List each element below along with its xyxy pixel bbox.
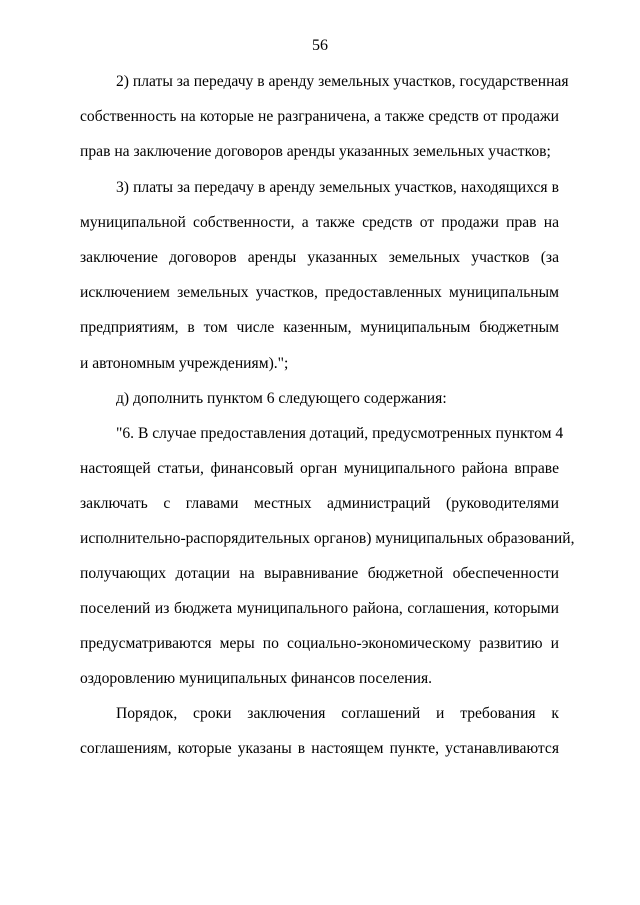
text-line: предприятиям, в том числе казенным, муниципальным бюджетным xyxy=(80,319,559,336)
page-number: 56 xyxy=(312,37,328,54)
text-line: поселений из бюджета муниципального района, соглашения, которыми xyxy=(80,600,559,617)
text-line: заключать с главами местных администраций (руководителями xyxy=(80,495,559,512)
text-line: и автономным учреждениям)."; xyxy=(80,355,289,372)
text-line: д) дополнить пунктом 6 следующего содержания: xyxy=(116,390,447,407)
text-line: собственность на которые не разграничена, а также средств от продажи xyxy=(80,108,559,125)
text-line: исполнительно-распорядительных органов) муниципальных образований, xyxy=(80,530,575,547)
text-line: 3) платы за передачу в аренду земельных участков, находящихся в xyxy=(116,179,559,196)
text-line: "6. В случае предоставления дотаций, предусмотренных пунктом 4 xyxy=(116,425,564,442)
text-line: исключением земельных участков, предоставленных муниципальным xyxy=(80,284,559,301)
text-line: Порядок, сроки заключения соглашений и требования к xyxy=(116,705,559,722)
text-line: оздоровлению муниципальных финансов поселения. xyxy=(80,670,433,687)
text-line: 2) платы за передачу в аренду земельных участков, государственная xyxy=(116,73,569,90)
text-line: настоящей статьи, финансовый орган муниципального района вправе xyxy=(80,460,559,477)
text-line: получающих дотации на выравнивание бюджетной обеспеченности xyxy=(80,565,559,582)
text-line: предусматриваются меры по социально-экономическому развитию и xyxy=(80,635,559,652)
text-line: муниципальной собственности, а также средств от продажи прав на xyxy=(80,214,559,231)
text-line: прав на заключение договоров аренды указанных земельных участков; xyxy=(80,143,551,160)
text-line: соглашениям, которые указаны в настоящем пункте, устанавливаются xyxy=(80,740,559,757)
text-line: заключение договоров аренды указанных земельных участков (за xyxy=(80,249,559,266)
